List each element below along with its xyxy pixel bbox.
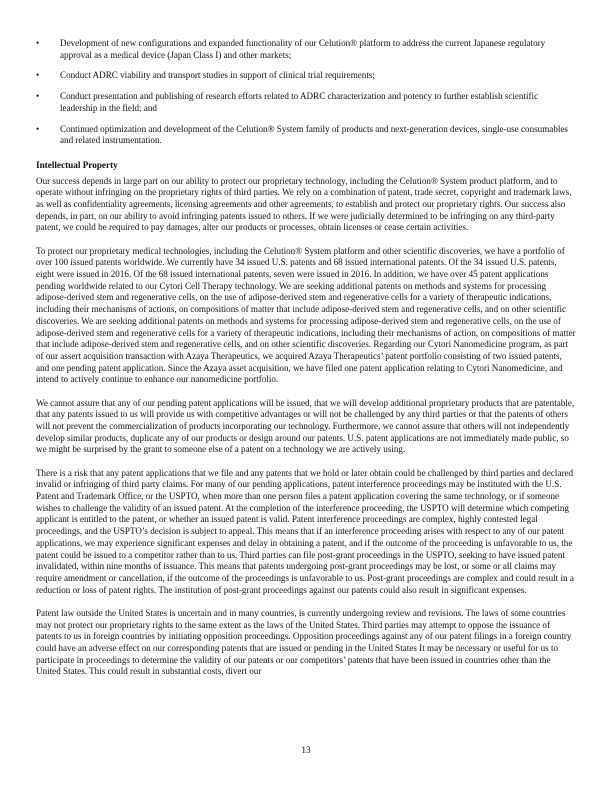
list-item-text: Conduct presentation and publishing of research efforts related to ADRC characterization and potency to further establish scientific leadership in the field; and (60, 91, 539, 113)
bullet-icon: • (36, 123, 40, 134)
list-item (36, 91, 576, 114)
page-number: 13 (301, 745, 311, 755)
section-heading: Intellectual Property (36, 159, 118, 170)
paragraph: There is a risk that any patent applications that we file and any patents that we hold or later obtain could be challenged by third parties and declared invalid or infringing of third party claims. For many of our pending applications, patent interference proceedings may be instituted with the U.S. Patent and Trademark Office, or the USPTO, when more than one person files a patent application covering the same technology, or if someone wishes to challenge the validity of an issued patent. At the completion of the interference proceeding, the USPTO will determine which competing applicant is entitled to the patent, or whether an issued patent is valid. Patent interference proceedings are complex, highly contested legal proceedings, and the USPTO’s decision is subject to appeal. This means that if an interference proceeding arises with respect to any of our patent applications, we may experience significant expenses and delay in obtaining a patent, and if the outcome of the proceeding is unfavorable to us, the patent could be issued to a competitor rather than to us. Third parties can file post-grant proceedings in the USPTO, seeking to have issued patent invalidated, within nine months of issuance. This means that patents undergoing post-grant proceedings may be lost, or some or all claims may require amendment or cancellation, if the outcome of the proceedings is unfavorable to us. Post-grant proceedings are complex and could result in a reduction or loss of patent rights. The institution of post-grant proceedings against our patents could also result in significant expenses. (36, 467, 574, 595)
paragraph: To protect our proprietary medical technologies, including the Celution® System platform and other scientific discoveries, we have a portfolio of over 100 issued patents worldwide. We currently have 34 issued U.S. patents and 68 issued international patents. Of the 34 issued U.S. patents, eight were issued in 2016. Of the 68 issued international patents, seven were issued in 2016. In addition, we have over 45 patent applications pending worldwide related to our Cytori Cell Therapy technology. We are seeking additional patents on methods and systems for processing adipose-derived stem and regenerative cells, on the use of adipose-derived stem and regenerative cells for a variety of therapeutic indications, including their mechanisms of actions, on compositions of matter that include adipose-derived stem and regenerative cells, and on other scientific discoveries. We are seeking additional patents on methods and systems for processing adipose-derived stem and regenerative cells, on the use of adipose-derived stem and regenerative cells for a variety of therapeutic indications, including their mechanisms of action, on compositions of matter that include adipose-derived stem and regenerative cells, and on other scientific discoveries. Regarding our Cytori Nanomedicine program, as part of our assert acquisition transaction with Azaya Therapeutics, we acquired Azaya Therapeutics’ patent portfolio consisting of two issued patents, and one pending patent application. Since the Azaya asset acquisition, we have filed one patent application relating to Cytori Nanomedicine, and intend to actively continue to enhance our nanomedicine portfolio. (36, 245, 576, 385)
document-page (36, 38, 576, 690)
list-item-text: Development of new configurations and expanded functionality of our Celution® platform to address the current Japanese regulatory approval as a medical device (Japan Class I) and other markets; (60, 38, 546, 60)
bullet-icon: • (36, 91, 40, 102)
list-item (36, 124, 576, 147)
paragraph: Patent law outside the United States is uncertain and in many countries, is currently undergoing review and revisions. The laws of some countries may not protect our proprietary rights to the same extent as the laws of the United States. Third parties may attempt to oppose the issuance of patents to us in foreign countries by initiating opposition proceedings. Opposition proceedings against any of our patent filings in a foreign country could have an adverse effect on our corresponding patents that are issued or pending in the United States It may be necessary or useful for us to participate in proceedings to determine the validity of our patents or our competitors’ patents that have been issued in countries other than the United States. This could result in substantial costs, divert our (36, 607, 572, 677)
list-item-text: Conduct ADRC viability and transport studies in support of clinical trial requirements; (60, 70, 375, 81)
bullet-icon: • (36, 70, 40, 81)
paragraph: We cannot assure that any of our pending patent applications will be issued, that we will develop additional proprietary products that are patentable, that any patents issued to us will provide us with competitive advantages or will not be challenged by any third parties or that the patents of others will not prevent the commercialization of products incorporating our technology. Furthermore, we cannot assure that others will not independently develop similar products, duplicate any of our products or design around our patents. U.S. patent applications are not immediately made public, so we might be surprised by the grant to someone else of a patent on a technology we are actively using. (36, 397, 575, 455)
list-item-text: Continued optimization and development of the Celution® System family of products and next-generation devices, single-use consumables and related instrumentation. (60, 123, 568, 146)
bullet-list (36, 38, 576, 147)
paragraph: Our success depends in large part on our ability to protect our proprietary technology, including the Celution® System product platform, and to operate without infringing on the proprietary rights of third parties. We rely on a combination of patent, trade secret, copyright and trademark laws, as well as confidentiality agreements, licensing agreements and other agreements, to establish and protect our proprietary rights. Our success also depends, in part, on our ability to avoid infringing patents issued to others. If we were judicially determined to be infringing on any third-party patent, we could be required to pay damages, alter our products or processes, obtain licenses or cease certain activities. (36, 175, 572, 233)
list-item (36, 38, 576, 61)
bullet-icon: • (36, 38, 40, 48)
list-item (36, 70, 576, 82)
